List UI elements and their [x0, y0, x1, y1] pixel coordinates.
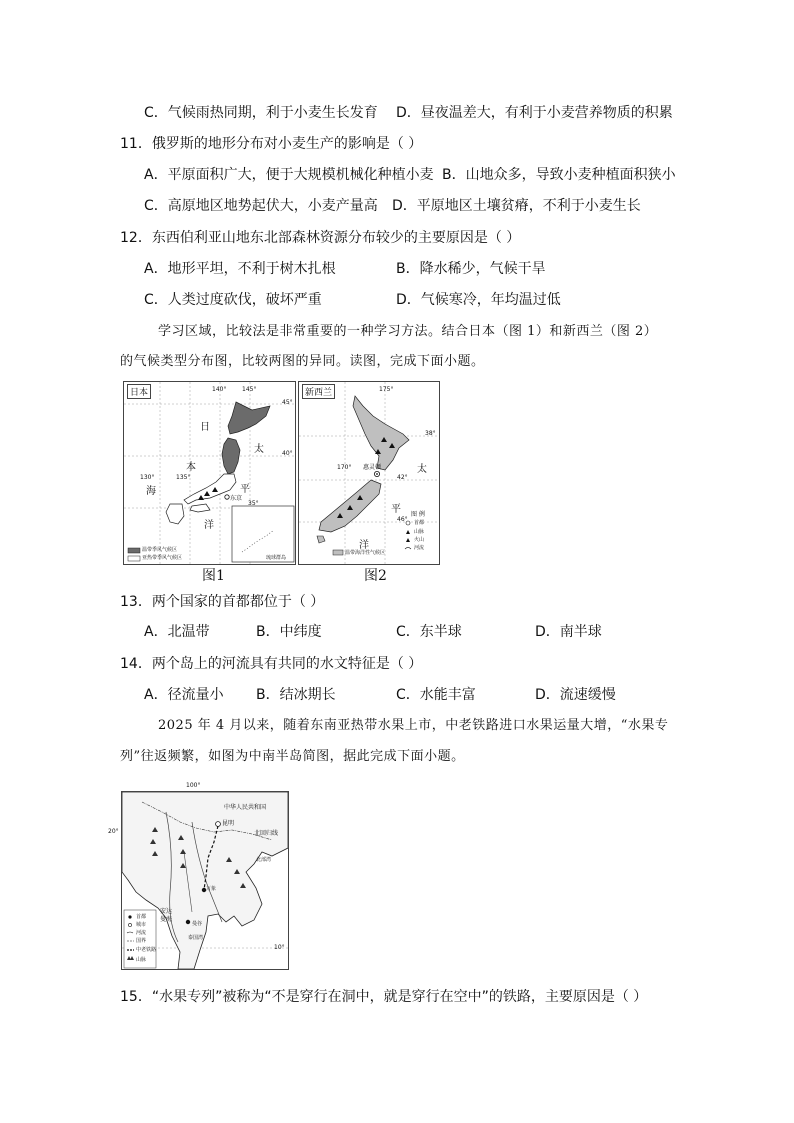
indochina-legend-city: 城市 — [136, 922, 147, 928]
passage1-line2: 的气候类型分布图，比较两图的异同。读图，完成下面小题。 — [120, 354, 485, 369]
indochina-legend-border: 国界 — [136, 938, 147, 944]
q11-option-c: C．高原地区地势起伏大，小麦产量高 — [144, 198, 378, 214]
q12-stem: 12．东西伯利亚山地东北部森林资源分布较少的主要原因是（ ） — [120, 230, 521, 246]
q13-stem: 13．两个国家的首都都位于（ ） — [120, 594, 325, 610]
japan-lon140: 140° — [212, 386, 227, 393]
nz-label-ping: 平 — [391, 504, 401, 515]
q12-option-b: B．降水稀少，气候干旱 — [396, 261, 546, 277]
japan-lat45: 45° — [282, 399, 293, 406]
figure2-caption: 图2 — [364, 568, 387, 584]
q14-option-a: A．径流量小 — [144, 687, 224, 703]
nz-lat42: 42° — [397, 474, 408, 481]
nz-lon175: 175° — [379, 386, 394, 393]
japan-legend-temperate: 温带季风气候区 — [142, 547, 178, 553]
japan-label-hai: 海 — [146, 486, 156, 497]
japan-lon145: 145° — [242, 386, 257, 393]
nz-climate-map — [298, 381, 440, 565]
nz-legend-capital: 首都 — [414, 520, 425, 526]
nz-legend-climate: 温带海洋性气候区 — [345, 550, 386, 556]
figure1-caption: 图1 — [202, 568, 225, 584]
japan-climate-map — [123, 381, 296, 565]
q14-option-d: D．流速缓慢 — [535, 687, 616, 703]
q15-stem: 15．“水果专列”被称为“不是穿行在洞中，就是穿行在空中”的铁路，主要原因是（ ） — [120, 989, 648, 1005]
q13-option-b: B．中纬度 — [256, 624, 322, 640]
indochina-vientiane-label: 万象 — [206, 886, 217, 892]
nz-lon170: 170° — [337, 464, 352, 471]
indochina-lon100: 100° — [186, 782, 201, 789]
q13-option-c: C．东半球 — [396, 624, 462, 640]
indochina-legend-rail: 中老铁路 — [136, 947, 157, 953]
japan-legend-subtropical: 亚热带季风气候区 — [142, 555, 183, 561]
passage1-line1: 学习区域，比较法是非常重要的一种学习方法。结合日本（图 1）和新西兰（图 2） — [158, 324, 658, 339]
nz-lat46: 46° — [397, 516, 408, 523]
q11-option-b: B．山地众多，导致小麦种植面积狭小 — [442, 167, 676, 183]
japan-inset-label: 琉球群岛 — [266, 555, 287, 561]
q14-stem: 14．两个岛上的河流具有共同的水文特征是（ ） — [120, 656, 423, 672]
japan-label-ri: 日 — [200, 422, 210, 433]
nz-legend-river: 河流 — [414, 545, 425, 551]
indochina-legend-river: 河流 — [136, 930, 147, 936]
japan-lon130: 130° — [140, 474, 155, 481]
q13-option-d: D．南半球 — [535, 624, 602, 640]
nz-legend-title: 图 例 — [411, 511, 425, 518]
indochina-lat20: 20° — [108, 828, 119, 835]
indochina-map — [121, 791, 289, 970]
q12-option-a: A．地形平坦，不利于树木扎根 — [144, 261, 336, 277]
indochina-beibu-label: 北部湾 — [256, 857, 272, 863]
q11-option-d: D．平原地区土壤贫瘠，不利于小麦生长 — [392, 198, 641, 214]
japan-label-ping: 平 — [240, 484, 250, 495]
indochina-legend-mountain: 山脉 — [136, 957, 147, 963]
q14-option-b: B．结冰期长 — [256, 687, 336, 703]
indochina-tropic-label: 北回归线 — [254, 830, 279, 837]
nz-label-yang: 洋 — [359, 540, 369, 551]
japan-lat40: 40° — [282, 450, 293, 457]
indochina-gulf-label: 泰国湾 — [188, 935, 204, 941]
japan-label-yang: 洋 — [204, 520, 214, 531]
nz-legend-volcano: 火山 — [414, 537, 425, 543]
japan-label-ben: 本 — [186, 462, 196, 473]
japan-map-graphic — [124, 382, 295, 564]
q11-stem: 11．俄罗斯的地形分布对小麦生产的影响是（ ） — [120, 136, 423, 152]
indochina-map-graphic — [122, 792, 288, 969]
passage2-line2: 列”往返频繁，如图为中南半岛简图，据此完成下面小题。 — [120, 749, 465, 764]
nz-map-title: 新西兰 — [302, 384, 335, 399]
q12-option-d: D．气候寒冷，年均温过低 — [396, 292, 561, 308]
indochina-country-label: 中华人民共和国 — [224, 804, 267, 811]
japan-capital-label: 东京 — [230, 495, 243, 502]
nz-capital-label: 惠灵顿 — [363, 464, 382, 471]
nz-legend-mountain: 山脉 — [414, 529, 425, 535]
indochina-bangkok-label: 曼谷 — [192, 921, 203, 927]
japan-lat35: 35° — [248, 500, 259, 507]
q11-option-a: A．平原面积广大，便于大规模机械化种植小麦 — [144, 167, 434, 183]
japan-label-tai: 太 — [254, 444, 264, 455]
passage2-line1: 2025 年 4 月以来，随着东南亚热带水果上市，中老铁路进口水果运量大增，“水果专 — [158, 718, 669, 733]
indochina-lat10: 10° — [274, 944, 285, 951]
q13-option-a: A．北温带 — [144, 624, 210, 640]
q10-option-d: D．昼夜温差大，有利于小麦营养物质的积累 — [396, 105, 673, 121]
q12-option-c: C．人类过度砍伐，破坏严重 — [144, 292, 322, 308]
q10-option-c: C．气候雨热同期，利于小麦生长发育 — [144, 105, 378, 121]
indochina-kunming-label: 昆明 — [222, 820, 235, 827]
nz-lat38: 38° — [425, 430, 436, 437]
indochina-legend-capital: 首都 — [136, 914, 147, 920]
nz-label-tai: 太 — [417, 464, 427, 475]
indochina-andaman-label: 安达曼海 — [160, 908, 173, 923]
japan-map-title: 日本 — [127, 384, 151, 399]
q14-option-c: C．水能丰富 — [396, 687, 476, 703]
japan-lon135: 135° — [176, 474, 191, 481]
